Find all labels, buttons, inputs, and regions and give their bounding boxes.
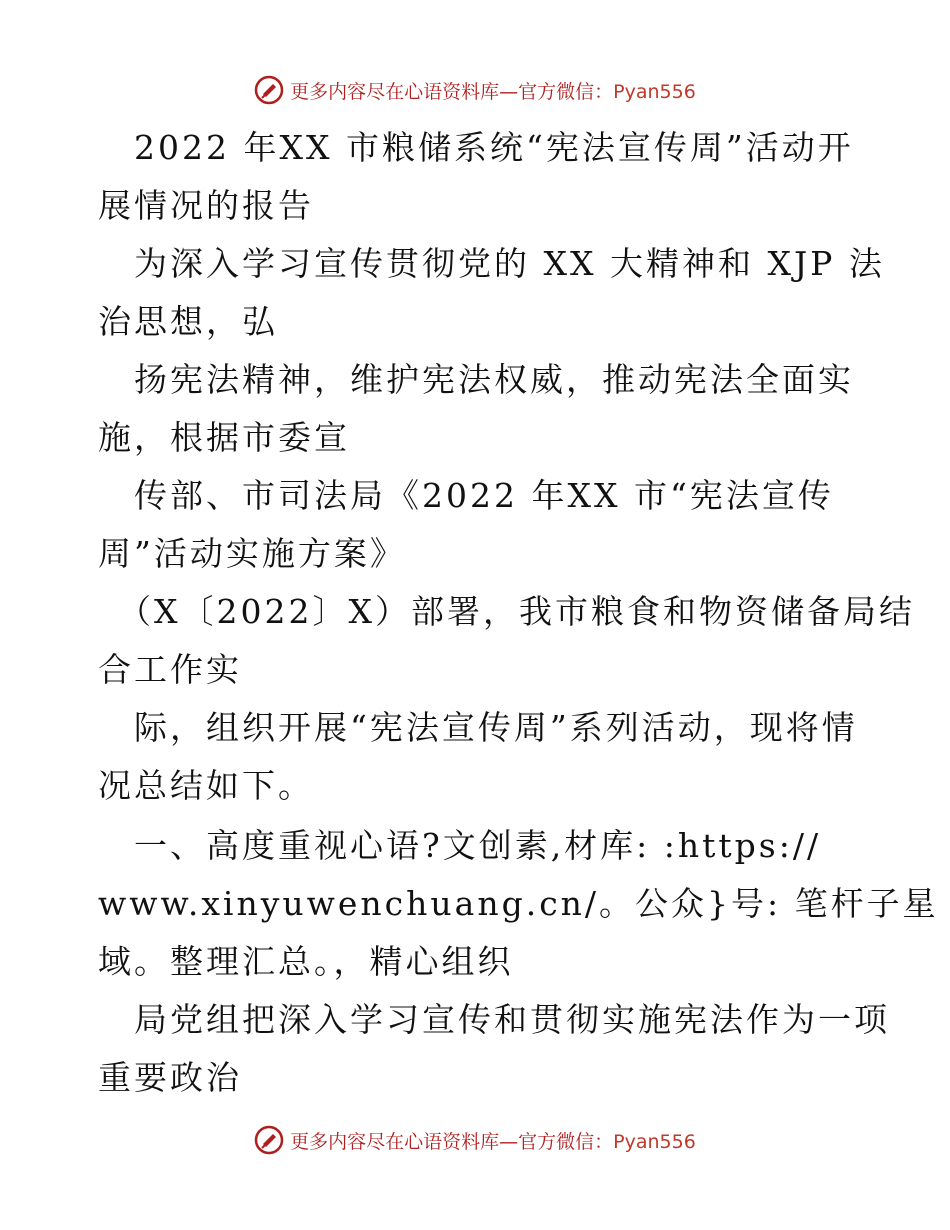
paragraph-line: 重要政治 [98, 1058, 242, 1097]
paragraph-line: 周”活动实施方案》 [98, 534, 406, 573]
paragraph-line: 传部、市司法局《2022 年XX 市“宪法宣传 [134, 476, 834, 515]
watermark-logo-icon [254, 1125, 284, 1155]
watermark-footer [0, 1122, 950, 1158]
title-line-1: 2022 年XX 市粮储系统“宪法宣传周”活动开 [134, 128, 854, 167]
paragraph-line: 扬宪法精神，维护宪法权威，推动宪法全面实 [134, 360, 854, 399]
paragraph-line: 域。整理汇总。，精心组织 [98, 942, 514, 981]
paragraph-line: 治思想，弘 [98, 302, 278, 341]
paragraph-line: 际，组织开展“宪法宣传周”系列活动，现将情 [134, 708, 858, 747]
paragraph-line: （X〔2022〕X）部署，我市粮食和物资储备局结 [118, 592, 915, 631]
paragraph-line: 局党组把深入学习宣传和贯彻实施宪法作为一项 [134, 1000, 890, 1039]
title-line-2: 展情况的报告 [98, 186, 314, 225]
watermark-text: 更多内容尽在心语资料库—官方微信：Pyan556 [290, 80, 696, 103]
watermark-logo-icon [254, 75, 284, 105]
paragraph-line: 况总结如下。 [98, 766, 314, 805]
paragraph-line: www.xinyuwenchuang.cn/。公众}号: 笔杆子星 [98, 884, 939, 923]
section-heading-line: 一、高度重视心语?文创素,材库: :https:// [134, 826, 822, 865]
paragraph-line: 施，根据市委宣 [98, 418, 350, 457]
paragraph-line: 合工作实 [98, 650, 242, 689]
watermark-text: 更多内容尽在心语资料库—官方微信：Pyan556 [290, 1130, 696, 1153]
paragraph-line: 为深入学习宣传贯彻党的 XX 大精神和 XJP 法 [134, 244, 885, 283]
watermark-header [0, 72, 950, 108]
